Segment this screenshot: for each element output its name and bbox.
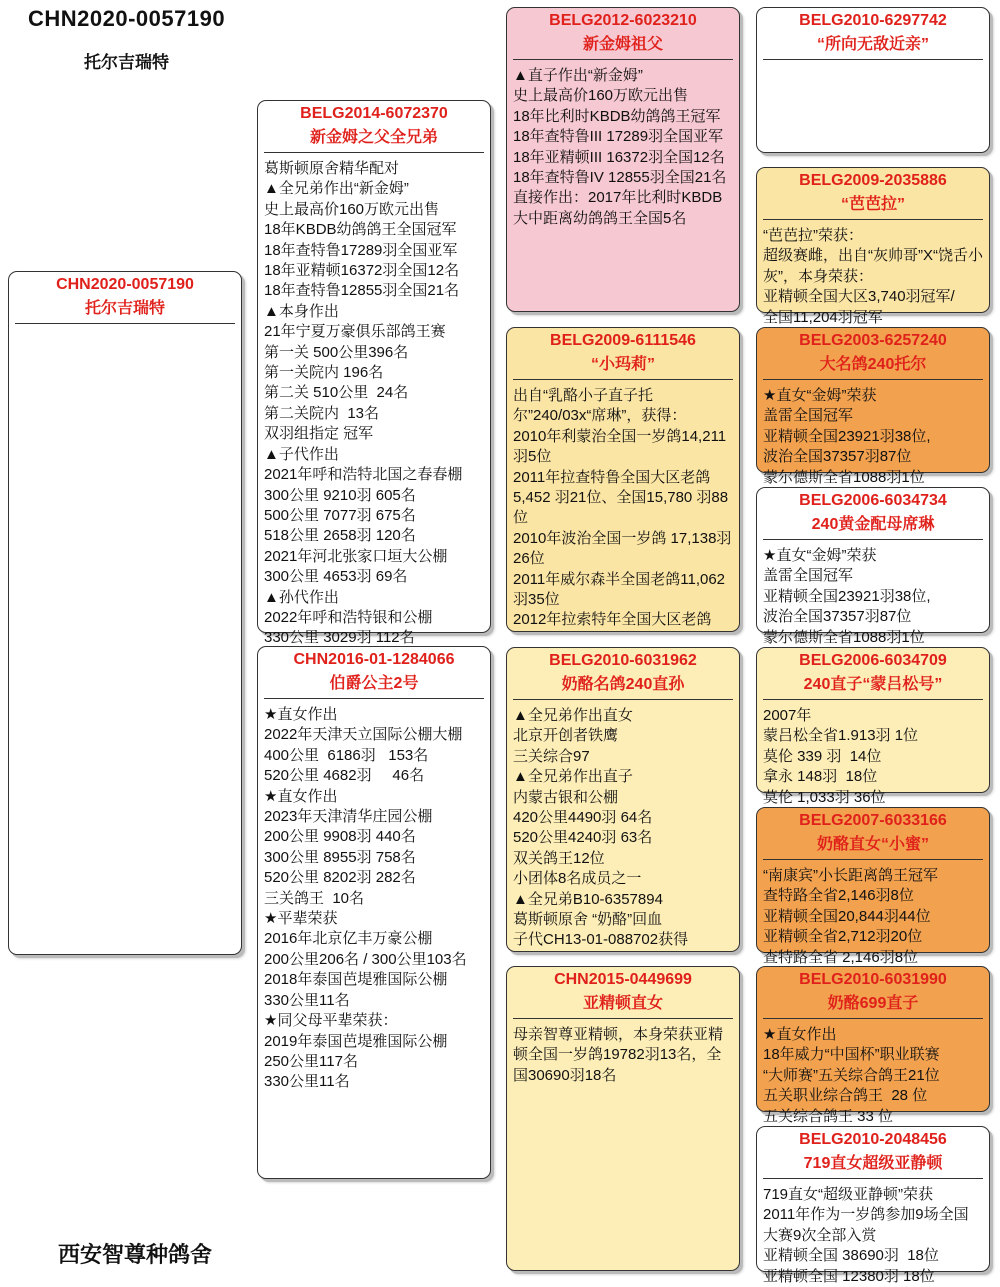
sire-dam-dam-card[interactable] xyxy=(756,487,990,646)
card-ring-number: BELG2003-6257240 xyxy=(799,332,947,349)
card-divider xyxy=(763,379,983,380)
card-body: ★直女作出 18年威力“中国杯”职业联赛 “大师赛”五关综合鸽王21位 五关职业综合鸽王 28 位 五关综合鸽王 33 位 xyxy=(763,1026,940,1125)
card-bird-name: “芭芭拉” xyxy=(840,196,905,213)
sire-dam-sire-card[interactable] xyxy=(756,327,990,486)
card-body: 葛斯顿原舍精华配对 ▲全兄弟作出“新金姆” 史上最高价160万欧元出售 18年KBDB幼鸽鸽王全国冠军 18年查特鲁17289羽全国亚军 18年亚精顿16372羽全国12名 18年查特鲁12855羽全国21名 ▲本身作出 21年宁夏万豪俱乐部鸽王赛 第一关 500公里396名 第一关院内 196名 第二关 510公里 24名 第二关院内 13名 双羽组指定 冠军 ▲子代作出 2021年呼和浩特北国之春春棚 300公里 9210羽 605名 500公里 7077羽 675名 518公里 2658羽 120名 2021年河北张家口垣大公棚 300公里 4653羽 69名 ▲孙代作出 2022年呼和浩特银和公棚 330公里 3029羽 112名 xyxy=(264,160,463,647)
card-ring-number: BELG2012-6023210 xyxy=(549,12,697,29)
card-ring-number: BELG2010-6031962 xyxy=(549,652,697,669)
subject-card[interactable] xyxy=(8,271,242,955)
card-divider xyxy=(513,379,733,380)
card-divider xyxy=(513,1018,733,1019)
card-bird-name: 亚精顿直女 xyxy=(582,995,663,1012)
loft-name: 西安智尊种鸽舍 xyxy=(58,1242,213,1267)
sire-sire-dam-card[interactable] xyxy=(756,167,990,326)
card-body: ★直女“金姆”荣获 盖雷全国冠军 亚精顿全国23921羽38位, 波治全国37357羽87位 蒙尔德斯全省1088羽1位 xyxy=(763,387,931,486)
sire-dam-card[interactable] xyxy=(506,327,740,632)
card-ring-number: BELG2007-6033166 xyxy=(799,812,947,829)
card-bird-name: 奶酪名鸽240直孙 xyxy=(561,676,685,693)
card-bird-name: 240黄金配母席琳 xyxy=(811,516,935,533)
card-divider xyxy=(763,219,983,220)
card-bird-name: 托尔吉瑞特 xyxy=(84,300,165,317)
card-ring-number: BELG2010-6031990 xyxy=(799,971,947,988)
sire-sire-card[interactable] xyxy=(506,7,740,312)
card-divider xyxy=(15,323,235,324)
dam-sire-card[interactable] xyxy=(506,647,740,952)
card-ring-number: BELG2010-6297742 xyxy=(799,12,947,29)
card-body: ★直女“金姆”荣获 盖雷全国冠军 亚精顿全国23921羽38位, 波治全国37357羽87位 蒙尔德斯全省1088羽1位 xyxy=(763,547,931,646)
dam-sire-sire-card[interactable] xyxy=(756,647,990,806)
card-ring-number: CHN2015-0449699 xyxy=(554,971,692,988)
card-body: ▲直子作出“新金姆” 史上最高价160万欧元出售 18年比利时KBDB幼鸽鸽王冠军 18年查特鲁III 17289羽全国亚军 18年亚精顿III 16372羽全国12名 18年查特鲁IV 12855羽全国21名 直接作出：2017年比利时KBDB大中距离幼鸽鸽王全国5名 xyxy=(513,67,727,227)
card-body: 2007年 蒙吕松全省1.913羽 1位 莫伦 339 羽 14位 拿永 148羽 18位 莫伦 1,033羽 36位 xyxy=(763,707,919,806)
card-ring-number: BELG2006-6034709 xyxy=(799,652,947,669)
dam-dam-card[interactable] xyxy=(506,966,740,1271)
card-bird-name: “小玛莉” xyxy=(590,356,655,373)
card-ring-number: BELG2010-2048456 xyxy=(799,1131,947,1148)
card-ring-number: BELG2009-6111546 xyxy=(550,332,696,349)
card-body: ★直女作出 2022年天津天立国际公棚大棚 400公里 6186羽 153名 520公里 4682羽 46名 ★直女作出 2023年天津清华庄园公棚 200公里 9908羽 440名 300公里 8955羽 758名 520公里 8202羽 282名 三关鸽王 10名 ★平辈荣获 2016年北京亿丰万豪公棚 200公里206名 / 300公里103名 2018年泰国芭堤雅国际公棚 330公里11名 ★同父母平辈荣获： 2019年泰国芭堤雅国际公棚 250公里117名 330公里11名 xyxy=(264,706,467,1091)
card-body: “南康宾”小长距离鸽王冠军 查特路全省2,146羽8位 亚精顿全国20,844羽44位 亚精顿全省2,712羽20位 查特路全省 2,146羽8位 xyxy=(763,867,938,966)
card-ring-number: BELG2009-2035886 xyxy=(799,172,947,189)
card-bird-name: 240直子“蒙吕松号” xyxy=(803,676,943,693)
card-body: “芭芭拉”荣获： 超级赛雌，出自“灰帅哥”X“饶舌小灰”，本身荣获： 亚精顿全国大区3,740羽冠军/ 全国11,204羽冠军 xyxy=(763,227,983,326)
card-ring-number: BELG2014-6072370 xyxy=(300,105,448,122)
card-body: ▲全兄弟作出直女 北京开创者铁鹰 三关综合97 ▲全兄弟作出直子 内蒙古银和公棚 420公里4490羽 64名 520公里4240羽 63名 双关鸽王12位 小团体8名成员之一 ▲全兄弟B10-6357894 葛斯顿原舍 “奶酪”回血 子代CH13-01-088702获得 xyxy=(513,707,689,949)
card-ring-number: BELG2006-6034734 xyxy=(799,492,947,509)
card-bird-name: 新金姆之父全兄弟 xyxy=(309,129,438,146)
card-divider xyxy=(264,698,484,699)
card-body: 出自“乳酪小子直子托尔”240/03x“席琳”，获得： 2010年利蒙治全国一岁鸽14,211 羽5位 2011年拉查特鲁全国大区老鸽5,452 羽21位、全国15,780 羽88位 2010年波治全国一岁鸽 17,138羽26位 2011年威尔森半全国老鸽11,062 羽35位 2012年拉索特年全国大区老鸽 xyxy=(513,387,732,629)
card-divider xyxy=(763,59,983,60)
card-bird-name: 奶酪699直子 xyxy=(827,995,919,1012)
card-divider xyxy=(763,699,983,700)
card-bird-name: “所向无敌近亲” xyxy=(816,36,929,53)
card-body: 母亲智尊亚精顿，本身荣获亚精顿全国一岁鸽19782羽13名，全国30690羽18名 xyxy=(513,1026,724,1084)
dam-dam-sire-card[interactable] xyxy=(756,966,990,1125)
dam-sire-dam-card[interactable] xyxy=(756,807,990,966)
dam-card[interactable] xyxy=(257,646,491,1179)
sire-sire-sire-card[interactable] xyxy=(756,7,990,153)
card-bird-name: 新金姆祖父 xyxy=(582,36,663,53)
card-bird-name: 719直女超级亚静顿 xyxy=(803,1155,943,1172)
pedigree-bird-name: 托尔吉瑞特 xyxy=(84,53,169,72)
pedigree-ring-number: CHN2020-0057190 xyxy=(28,6,226,31)
card-divider xyxy=(513,699,733,700)
card-divider xyxy=(763,1178,983,1179)
card-divider xyxy=(513,59,733,60)
card-divider xyxy=(264,152,484,153)
card-divider xyxy=(763,539,983,540)
dam-dam-dam-card[interactable] xyxy=(756,1126,990,1285)
sire-card[interactable] xyxy=(257,100,491,647)
card-ring-number: CHN2020-0057190 xyxy=(56,276,194,293)
card-ring-number: CHN2016-01-1284066 xyxy=(293,651,455,668)
card-divider xyxy=(763,859,983,860)
card-bird-name: 奶酪直女“小蜜” xyxy=(816,836,929,853)
card-divider xyxy=(763,1018,983,1019)
card-bird-name: 大名鸽240托尔 xyxy=(819,356,927,373)
card-body: 719直女“超级亚静顿”荣获 2011年作为一岁鸽参加9场全国大赛9次全部入赏 亚精顿全国 38690羽 18位 亚精顿全国 12380羽 18位 xyxy=(763,1186,969,1285)
card-bird-name: 伯爵公主2号 xyxy=(329,675,419,692)
